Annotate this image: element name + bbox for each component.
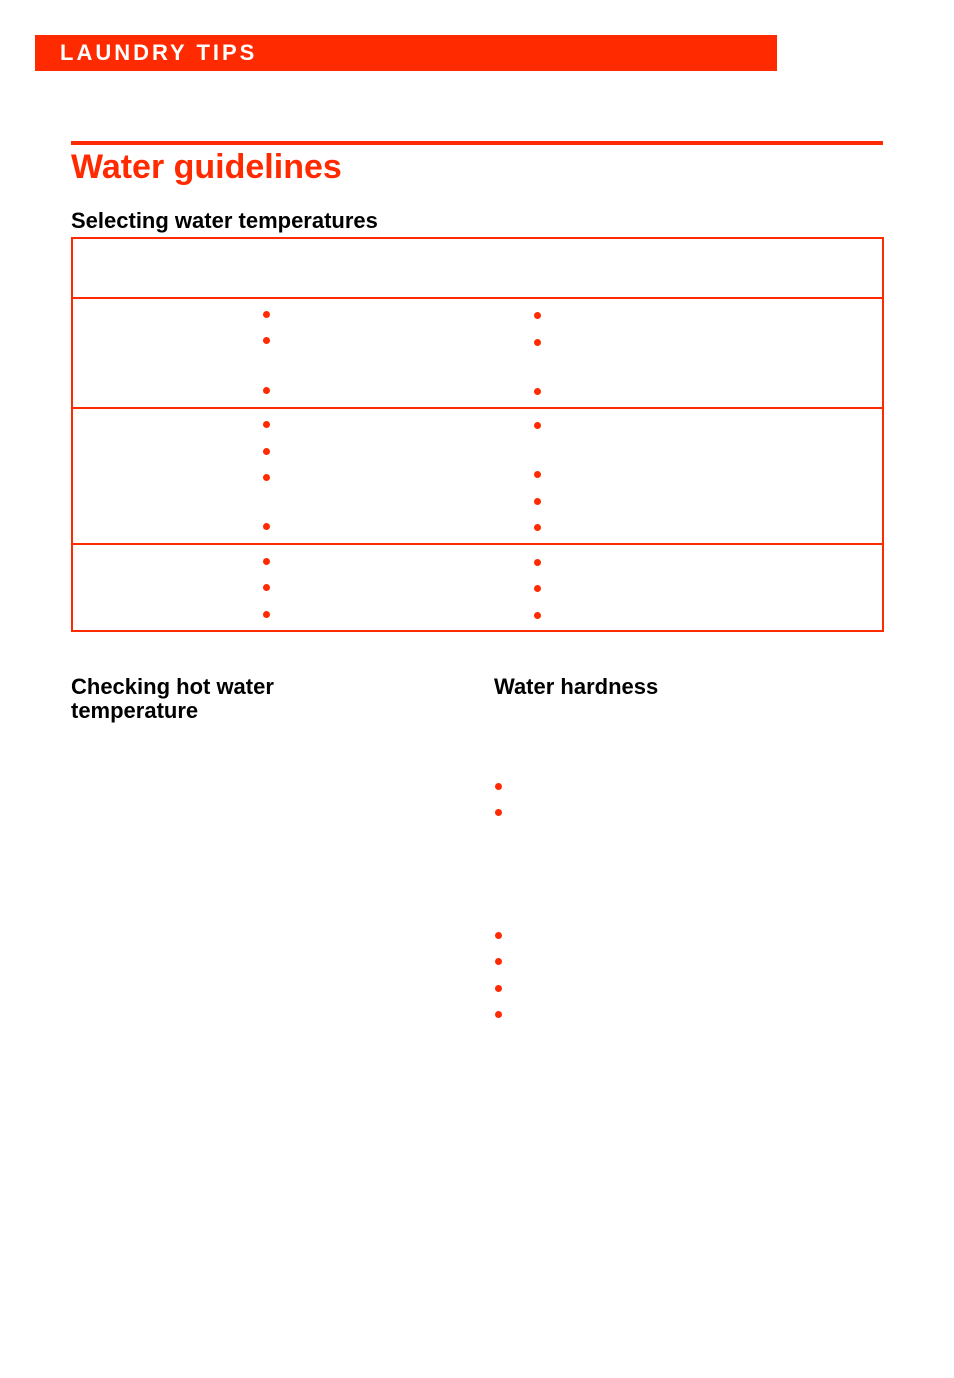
bullet-icon <box>534 524 541 531</box>
bullet-icon <box>534 422 541 429</box>
heading-water-hardness: Water hardness <box>494 674 659 699</box>
bullet-icon <box>263 558 270 565</box>
bullet-icon <box>263 611 270 618</box>
heading-selecting-water-temperatures: Selecting water temperatures <box>71 208 378 233</box>
bullet-icon <box>495 783 502 790</box>
bullet-icon <box>263 448 270 455</box>
bullet-icon <box>495 932 502 939</box>
bullet-icon <box>534 612 541 619</box>
table-row-divider <box>73 543 882 545</box>
bullet-icon <box>534 498 541 505</box>
bullet-icon <box>263 337 270 344</box>
section-header-bar: LAUNDRY TIPS <box>35 35 777 71</box>
bullet-icon <box>534 585 541 592</box>
bullet-icon <box>534 339 541 346</box>
table-row-divider <box>73 297 882 299</box>
bullet-icon <box>495 985 502 992</box>
bullet-icon <box>534 312 541 319</box>
bullet-icon <box>534 559 541 566</box>
title-rule <box>71 141 883 145</box>
heading-checking-hot-water-temperature: Checking hot water temperature <box>71 674 274 723</box>
page-title: Water guidelines <box>71 148 342 186</box>
bullet-icon <box>495 809 502 816</box>
bullet-icon <box>534 471 541 478</box>
bullet-icon <box>495 1011 502 1018</box>
bullet-icon <box>495 958 502 965</box>
water-temperature-table <box>71 237 884 632</box>
bullet-icon <box>263 474 270 481</box>
table-row-divider <box>73 407 882 409</box>
bullet-icon <box>263 421 270 428</box>
bullet-icon <box>263 311 270 318</box>
bullet-icon <box>263 584 270 591</box>
bullet-icon <box>263 523 270 530</box>
bullet-icon <box>534 388 541 395</box>
bullet-icon <box>263 387 270 394</box>
